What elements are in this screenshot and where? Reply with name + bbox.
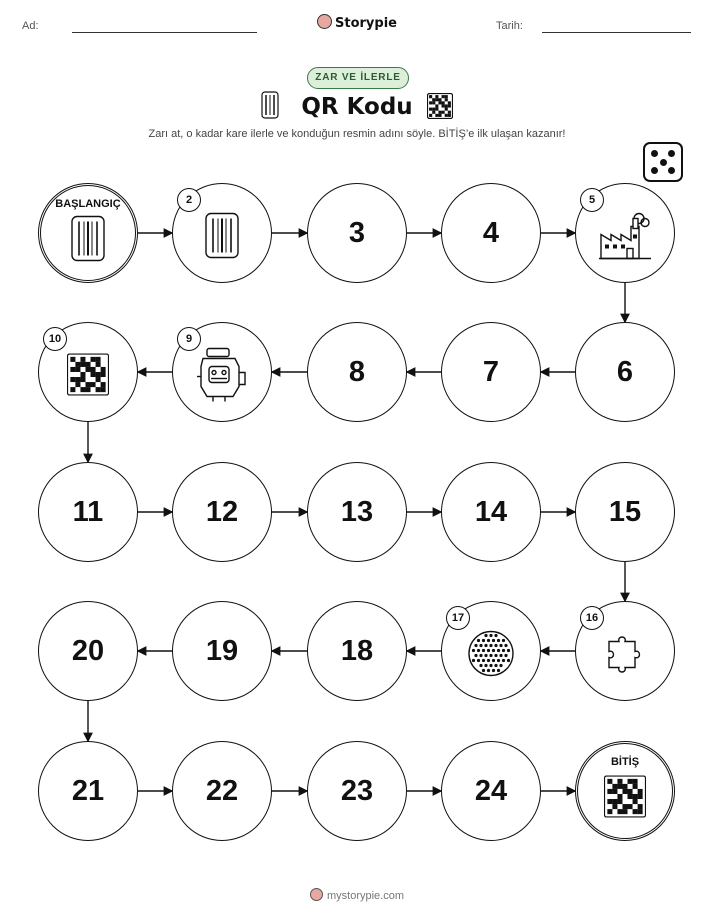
qr-code-icon bbox=[67, 353, 109, 400]
factory-icon bbox=[597, 210, 653, 265]
space-number: 11 bbox=[72, 495, 104, 528]
space-number: 12 bbox=[205, 495, 239, 528]
board-space-2 bbox=[172, 183, 272, 283]
footer bbox=[0, 888, 714, 902]
title-text: QR Kodu bbox=[301, 94, 413, 120]
space-number: 3 bbox=[348, 216, 366, 249]
board-space-6 bbox=[575, 322, 675, 422]
board-space-20 bbox=[38, 601, 138, 701]
qr-code-icon bbox=[604, 775, 646, 822]
puzzle-piece-icon bbox=[603, 631, 647, 680]
space-number: 18 bbox=[340, 634, 374, 667]
board-space-11 bbox=[38, 462, 138, 562]
space-number: 4 bbox=[482, 216, 500, 249]
space-number: 7 bbox=[482, 355, 500, 388]
board-space-3 bbox=[307, 183, 407, 283]
board-space-9 bbox=[172, 322, 272, 422]
finish-space bbox=[575, 741, 675, 841]
board-space-10 bbox=[38, 322, 138, 422]
space-number-badge: 16 bbox=[580, 606, 604, 630]
space-number: 8 bbox=[348, 355, 366, 388]
board-space-23 bbox=[307, 741, 407, 841]
space-number: 21 bbox=[71, 774, 105, 807]
instructions: Zarı at, o kadar kare ilerle ve konduğun resmin adını söyle. BİTİŞ’e ilk ulaşan kazanır! bbox=[148, 128, 566, 140]
board-space-8 bbox=[307, 322, 407, 422]
barcode-icon bbox=[205, 212, 239, 263]
board-space-16 bbox=[575, 601, 675, 701]
space-number-badge: 9 bbox=[177, 327, 201, 351]
board-space-5 bbox=[575, 183, 675, 283]
board-space-19 bbox=[172, 601, 272, 701]
board-space-15 bbox=[575, 462, 675, 562]
board-space-21 bbox=[38, 741, 138, 841]
space-number: 23 bbox=[340, 774, 374, 807]
barcode-icon bbox=[71, 215, 105, 266]
space-number: 24 bbox=[474, 774, 508, 807]
board-space-13 bbox=[307, 462, 407, 562]
engine-icon bbox=[195, 346, 249, 407]
start-space bbox=[38, 183, 138, 283]
brand-name: Storypie bbox=[335, 16, 397, 31]
space-number: 13 bbox=[340, 495, 374, 528]
space-number: 20 bbox=[71, 634, 105, 667]
board-space-4 bbox=[441, 183, 541, 283]
dotted-circle-icon bbox=[467, 629, 515, 682]
space-number: 6 bbox=[616, 355, 634, 388]
board-space-12 bbox=[172, 462, 272, 562]
space-number: 22 bbox=[205, 774, 239, 807]
start-label: BAŞLANGIÇ bbox=[55, 198, 121, 210]
space-number: 14 bbox=[474, 495, 508, 528]
board-space-7 bbox=[441, 322, 541, 422]
board-space-24 bbox=[441, 741, 541, 841]
board-space-14 bbox=[441, 462, 541, 562]
game-type-pill: ZAR VE İLERLE bbox=[307, 67, 409, 89]
finish-label: BİTİŞ bbox=[610, 756, 640, 768]
name-label: Ad: bbox=[22, 20, 39, 32]
space-number: 15 bbox=[608, 495, 642, 528]
space-number-badge: 5 bbox=[580, 188, 604, 212]
space-number: 19 bbox=[205, 634, 239, 667]
board-space-18 bbox=[307, 601, 407, 701]
footer-url: mystorypie.com bbox=[326, 890, 405, 902]
space-number-badge: 2 bbox=[177, 188, 201, 212]
space-number-badge: 17 bbox=[446, 606, 470, 630]
date-label: Tarih: bbox=[496, 20, 523, 32]
mascot-icon bbox=[310, 888, 323, 901]
board-space-22 bbox=[172, 741, 272, 841]
space-number-badge: 10 bbox=[43, 327, 67, 351]
board-space-17 bbox=[441, 601, 541, 701]
